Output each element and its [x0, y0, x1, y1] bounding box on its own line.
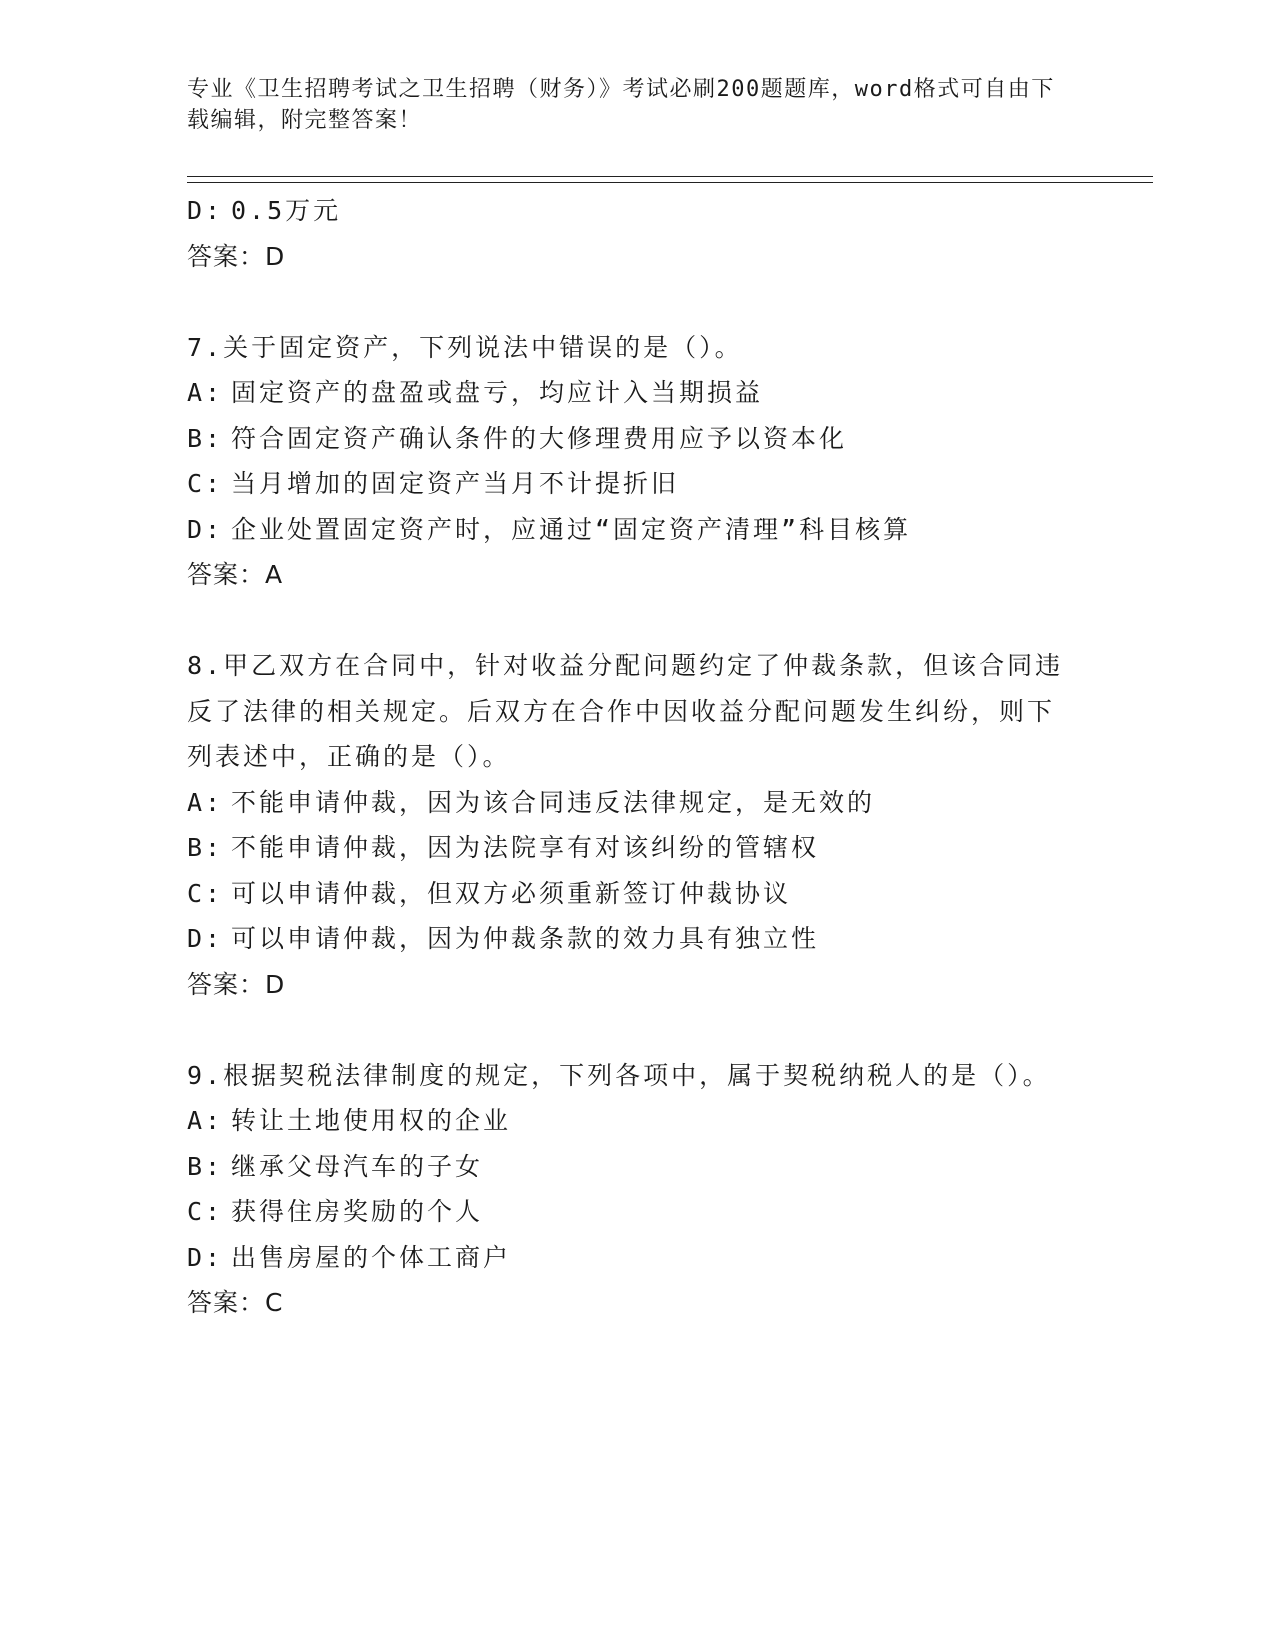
option-label: B:	[187, 423, 224, 453]
option-text: 企业处置固定资产时，应通过“固定资产清理”科目核算	[231, 514, 912, 544]
option-item	[187, 461, 1087, 507]
option-label: B:	[187, 1151, 224, 1181]
question-stem: 9.根据契税法律制度的规定，下列各项中，属于契税纳税人的是（）。	[187, 1060, 1051, 1090]
option-label: D:	[187, 514, 224, 544]
option-text: 不能申请仲裁，因为法院享有对该纠纷的管辖权	[231, 833, 820, 862]
option-label: A:	[187, 378, 224, 407]
question-list	[187, 188, 1087, 1326]
answer-line: 答案：D	[187, 969, 286, 999]
option-item	[187, 1098, 1087, 1144]
option-label: A:	[187, 787, 224, 817]
option-label: C:	[187, 1197, 224, 1226]
option-item	[187, 188, 1087, 234]
option-label: C:	[187, 469, 224, 498]
option-item	[187, 1235, 1087, 1281]
question-block	[187, 643, 1087, 1007]
option-text: 转让土地使用权的企业	[231, 1106, 512, 1135]
page-header: 专业《卫生招聘考试之卫生招聘（财务）》考试必刷200题题库，word格式可自由下载编辑，附完整答案！	[187, 77, 1055, 133]
option-text: 出售房屋的个体工商户	[231, 1242, 512, 1272]
option-item	[187, 916, 1087, 962]
header-divider	[187, 176, 1153, 183]
option-label: D:	[187, 1242, 224, 1272]
option-item	[187, 370, 1087, 416]
option-item	[187, 1189, 1087, 1235]
option-text: 固定资产的盘盈或盘亏，均应计入当期损益	[231, 378, 764, 407]
option-item	[187, 507, 1087, 553]
answer-line: 答案：C	[187, 1288, 284, 1317]
option-text: 获得住房奖励的个人	[231, 1197, 484, 1226]
option-text: 当月增加的固定资产当月不计提折旧	[231, 469, 680, 498]
option-text: 继承父母汽车的子女	[231, 1151, 484, 1181]
option-item	[187, 825, 1087, 871]
option-label: B:	[187, 833, 224, 862]
option-label: C:	[187, 878, 224, 908]
option-label: A:	[187, 1106, 224, 1135]
option-label: D:	[187, 196, 224, 225]
option-item	[187, 871, 1087, 917]
answer-line: 答案：D	[187, 241, 286, 271]
question-stem: 7.关于固定资产，下列说法中错误的是（）。	[187, 332, 743, 362]
option-label: D:	[187, 924, 224, 953]
option-item	[187, 780, 1087, 826]
option-text: 不能申请仲裁，因为该合同违反法律规定，是无效的	[231, 787, 876, 817]
question-stem: 8.甲乙双方在合同中，针对收益分配问题约定了仲裁条款，但该合同违反了法律的相关规定。后双方在合作中因收益分配问题发生纠纷，则下列表述中，正确的是（）。	[187, 651, 1064, 771]
question-block	[187, 325, 1087, 598]
option-text: 符合固定资产确认条件的大修理费用应予以资本化	[231, 423, 848, 453]
question-block	[187, 1053, 1087, 1326]
option-item	[187, 1144, 1087, 1190]
answer-line: 答案：A	[187, 560, 284, 589]
option-text: 可以申请仲裁，因为仲裁条款的效力具有独立性	[231, 924, 820, 953]
option-item	[187, 416, 1087, 462]
option-text: 0.5万元	[231, 196, 342, 225]
option-text: 可以申请仲裁，但双方必须重新签订仲裁协议	[231, 878, 792, 908]
